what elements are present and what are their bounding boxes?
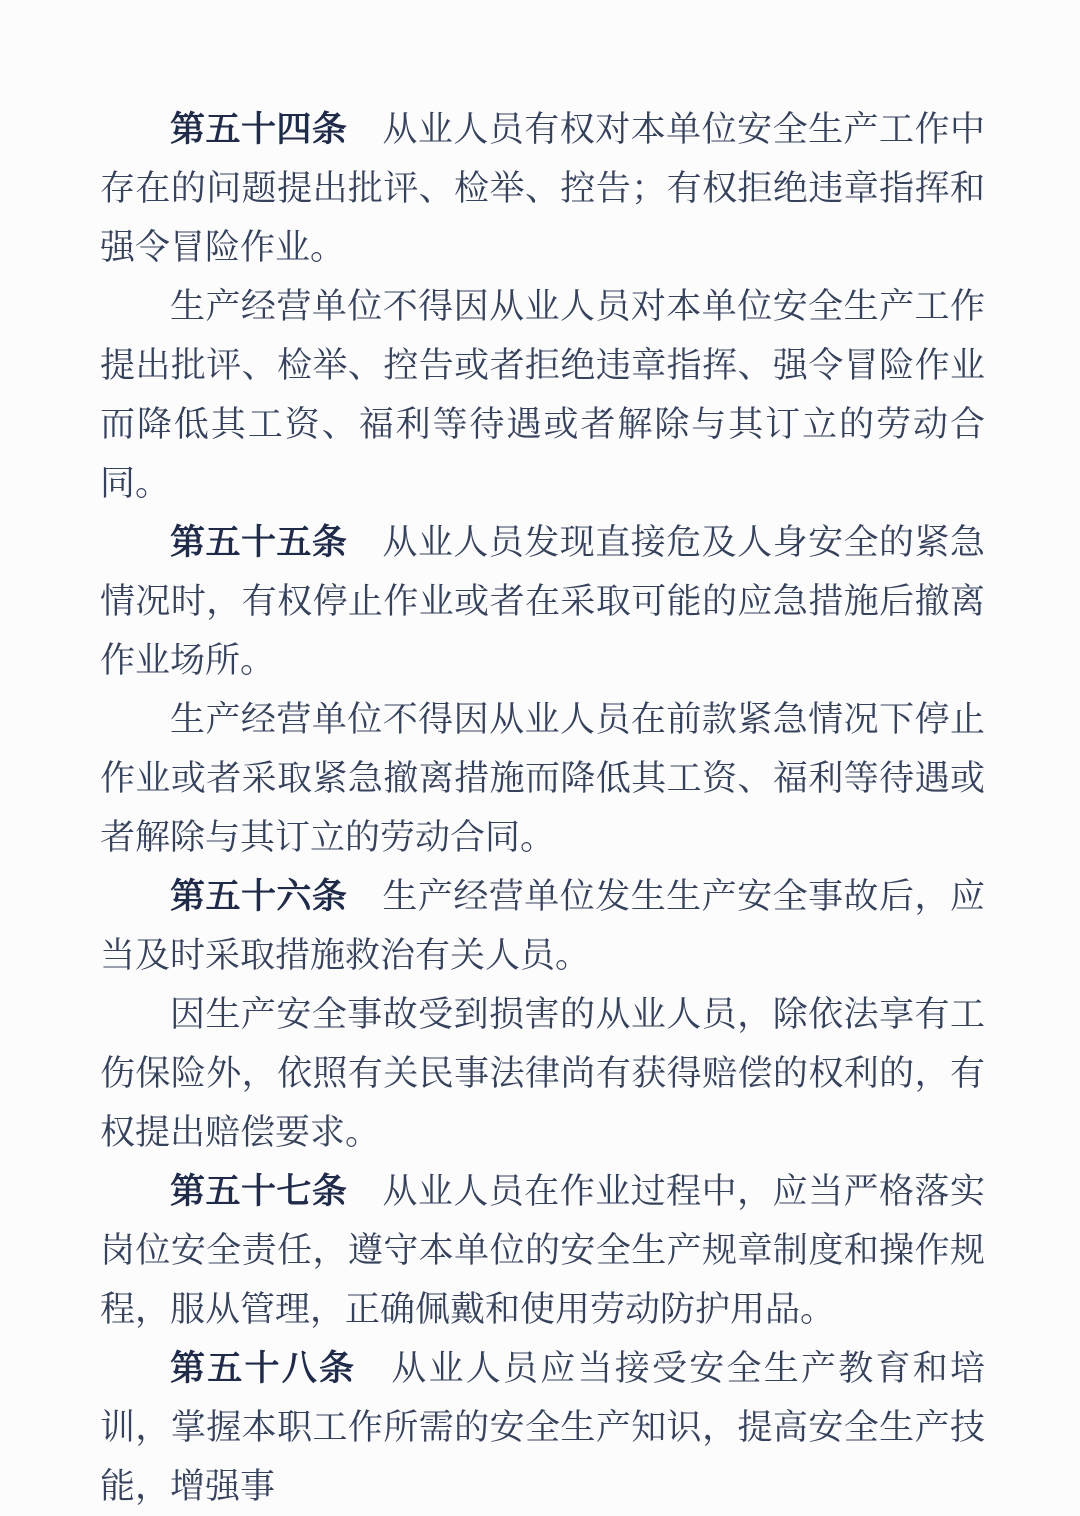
paragraph-article-54 bbox=[100, 100, 985, 277]
law-text-block bbox=[100, 100, 985, 1516]
paragraph-article-56 bbox=[100, 867, 985, 985]
paragraph-article-57 bbox=[100, 1162, 985, 1339]
paragraph-article-55-clause-2 bbox=[100, 690, 985, 867]
paragraph-text: 从业人员在作业过程中，应当严格落实岗位安全责任，遵守本单位的安全生产规章制度和操作规程，服从管理，正确佩戴和使用劳动防护用品。 bbox=[100, 1172, 985, 1329]
article-number-56: 第五十六条 bbox=[170, 877, 348, 916]
paragraph-text: 生产经营单位不得因从业人员在前款紧急情况下停止作业或者采取紧急撤离措施而降低其工资、福利等待遇或者解除与其订立的劳动合同。 bbox=[100, 700, 985, 857]
paragraph-article-58 bbox=[100, 1339, 985, 1516]
paragraph-text: 从业人员应当接受安全生产教育和培训，掌握本职工作所需的安全生产知识，提高安全生产技能，增强事 bbox=[100, 1349, 985, 1506]
article-number-57: 第五十七条 bbox=[170, 1172, 348, 1211]
paragraph-article-56-clause-2 bbox=[100, 985, 985, 1162]
paragraph-text: 从业人员发现直接危及人身安全的紧急情况时，有权停止作业或者在采取可能的应急措施后撤离作业场所。 bbox=[100, 523, 985, 680]
paragraph-article-55 bbox=[100, 513, 985, 690]
paragraph-article-54-clause-2 bbox=[100, 277, 985, 513]
paragraph-text: 生产经营单位不得因从业人员对本单位安全生产工作提出批评、检举、控告或者拒绝违章指挥、强令冒险作业而降低其工资、福利等待遇或者解除与其订立的劳动合同。 bbox=[100, 287, 985, 503]
paragraph-text: 因生产安全事故受到损害的从业人员，除依法享有工伤保险外，依照有关民事法律尚有获得赔偿的权利的，有权提出赔偿要求。 bbox=[100, 995, 985, 1152]
article-number-58: 第五十八条 bbox=[170, 1349, 357, 1388]
article-number-55: 第五十五条 bbox=[170, 523, 348, 562]
article-number-54: 第五十四条 bbox=[170, 110, 348, 149]
paragraph-text: 生产经营单位发生生产安全事故后，应当及时采取措施救治有关人员。 bbox=[100, 877, 985, 975]
paragraph-text: 从业人员有权对本单位安全生产工作中存在的问题提出批评、检举、控告；有权拒绝违章指挥和强令冒险作业。 bbox=[100, 110, 985, 267]
